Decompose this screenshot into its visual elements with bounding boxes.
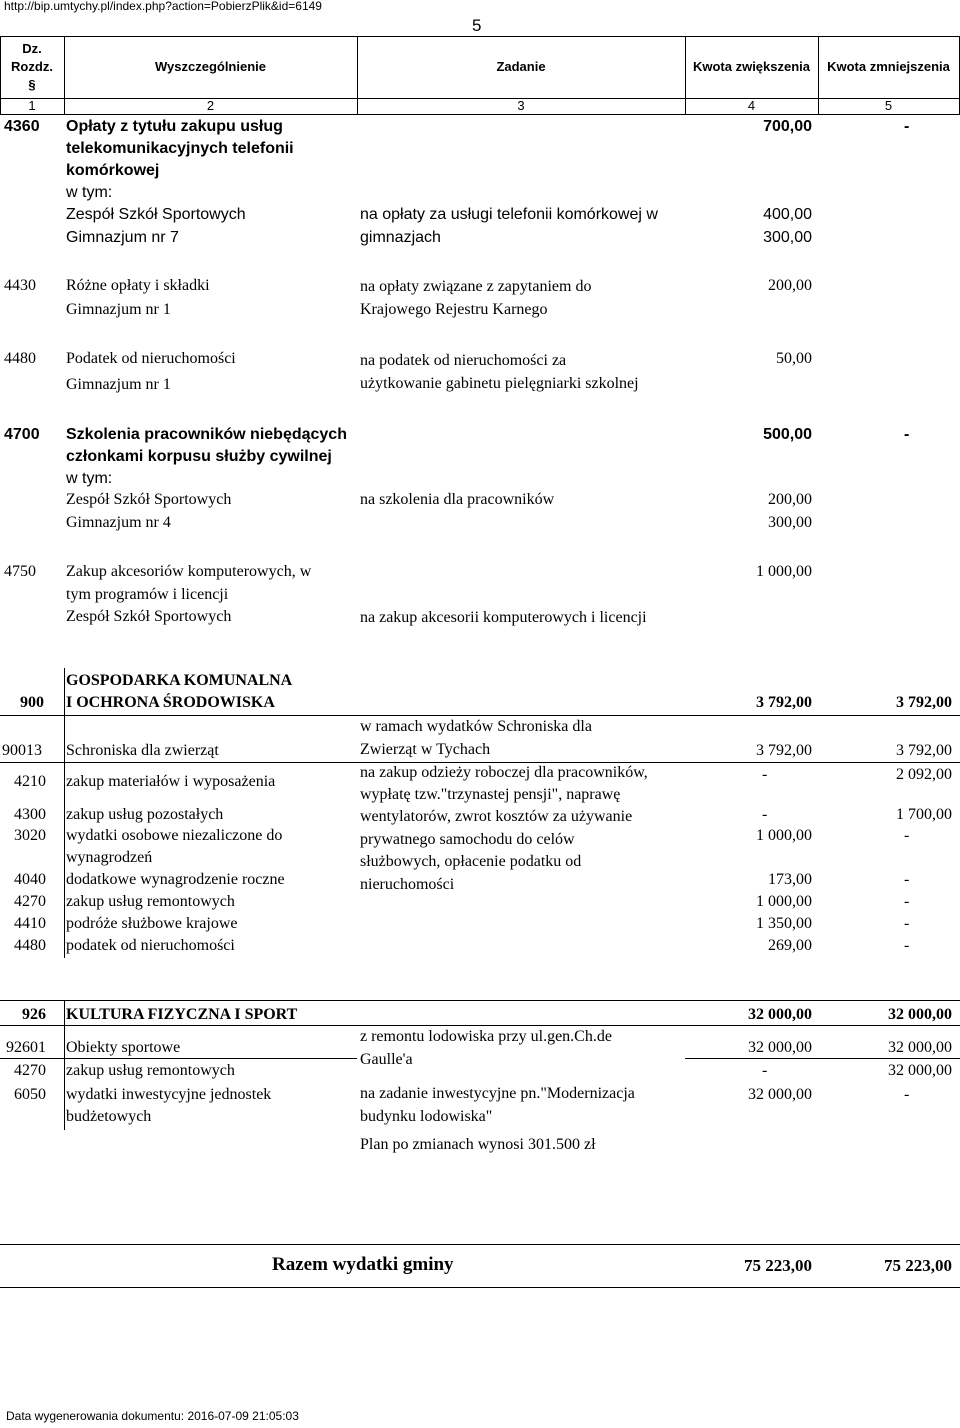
amount-inc: 3 792,00 (756, 742, 812, 759)
section-code: 4360 (4, 118, 40, 135)
amount-inc: 300,00 (768, 514, 812, 531)
rule (0, 1244, 960, 1245)
row-name: podróże służbowe krajowe (66, 915, 238, 932)
row-code: 90013 (2, 742, 42, 759)
section-title: komórkowej (66, 162, 160, 179)
amount-dec: - (904, 871, 910, 888)
amount-inc: 200,00 (768, 277, 812, 294)
row-code: 4040 (14, 871, 46, 888)
rule (0, 114, 960, 115)
amount-dec: - (904, 893, 910, 910)
amount-dec: 32 000,00 (888, 1039, 952, 1056)
task-text: na szkolenia dla pracowników (360, 491, 555, 508)
section-title: Podatek od nieruchomości (66, 350, 236, 367)
amount-inc: 1 000,00 (756, 563, 812, 580)
row-name: dodatkowe wynagrodzenie roczne (66, 871, 285, 888)
row-name: podatek od nieruchomości (66, 937, 235, 954)
section-title: Szkolenia pracowników niebędących (66, 426, 347, 443)
unit-name: Zespół Szkół Sportowych (66, 491, 232, 508)
amount-inc: 32 000,00 (748, 1039, 812, 1056)
amount-dec: 3 792,00 (896, 742, 952, 759)
section-code: 4700 (4, 426, 40, 443)
amount-inc: 500,00 (763, 426, 812, 443)
amount-inc: 1 000,00 (756, 893, 812, 910)
w-tym-label: w tym: (66, 184, 113, 201)
unit-name: Gimnazjum nr 1 (66, 301, 171, 318)
row-name: wydatki osobowe niezaliczone do (66, 827, 283, 844)
rule (0, 1287, 960, 1288)
task-text: w ramach wydatków Schroniska dla (360, 718, 592, 735)
task-text: Gaulle'a (360, 1051, 413, 1068)
section-code: 4480 (4, 350, 36, 367)
task-text: na zadanie inwestycyjne pn."Modernizacja (360, 1085, 635, 1102)
task-text: z remontu lodowiska przy ul.gen.Ch.de (360, 1028, 612, 1045)
section-title: GOSPODARKA KOMUNALNA (66, 672, 293, 689)
section-code: 4750 (4, 563, 36, 580)
task-text: nieruchomości (360, 876, 455, 893)
source-url: http://bip.umtychy.pl/index.php?action=PobierzPlik&id=6149 (4, 0, 322, 13)
row-name: zakup usług pozostałych (66, 806, 224, 823)
total-inc: 75 223,00 (744, 1256, 812, 1275)
amount-dec: - (904, 118, 910, 135)
amount-inc: 400,00 (763, 206, 812, 223)
generation-date: Data wygenerowania dokumentu: 2016-07-09 21:05:03 (6, 1409, 299, 1423)
task-text: Krajowego Rejestru Karnego (360, 301, 548, 318)
rule (0, 715, 960, 716)
section-title: Opłaty z tytułu zakupu usług (66, 118, 283, 135)
task-text: na podatek od nieruchomości za (360, 352, 567, 369)
col-number: 3 (517, 98, 525, 113)
unit-name: Zespół Szkół Sportowych (66, 608, 232, 625)
row-name: Obiekty sportowe (66, 1039, 181, 1056)
w-tym-label: w tym: (66, 470, 113, 487)
page-number: 5 (472, 16, 482, 35)
row-name: Schroniska dla zwierząt (66, 742, 219, 759)
unit-name: Gimnazjum nr 4 (66, 514, 171, 531)
row-code: 92601 (6, 1039, 46, 1056)
task-text: wentylatorów, zwrot kosztów za używanie (360, 808, 633, 825)
amount-inc: 200,00 (768, 491, 812, 508)
rule (0, 762, 960, 763)
rule (64, 1000, 65, 1130)
task-text: prywatnego samochodu do celów (360, 831, 575, 848)
section-title: tym programów i licencji (66, 586, 229, 603)
row-code: 6050 (14, 1086, 46, 1103)
amount-dec: 1 700,00 (896, 806, 952, 823)
amount-dec: 32 000,00 (888, 1062, 952, 1079)
amount-inc: 32 000,00 (748, 1086, 812, 1103)
row-name: zakup materiałów i wyposażenia (66, 773, 276, 790)
col-header-dz: Dz. (22, 41, 42, 56)
col-header-par: § (28, 77, 36, 92)
amount-dec: 2 092,00 (896, 766, 952, 783)
total-label: Razem wydatki gminy (272, 1254, 454, 1275)
task-text: wypłatę tzw."trzynastej pensji", naprawę (360, 786, 621, 803)
amount-inc: 700,00 (763, 118, 812, 135)
row-code: 4300 (14, 806, 46, 823)
col-header-inc: Kwota zwiększenia (692, 59, 811, 74)
section-title: Różne opłaty i składki (66, 277, 210, 294)
task-text: Zwierząt w Tychach (360, 741, 491, 758)
task-text: na zakup odzieży roboczej dla pracowników, (360, 764, 648, 781)
rule (685, 1058, 960, 1059)
amount-inc: 50,00 (776, 350, 812, 367)
amount-dec: - (904, 827, 910, 844)
row-name: zakup usług remontowych (66, 1062, 235, 1079)
section-title: członkami korpusu służby cywilnej (66, 448, 332, 465)
amount-dec: - (904, 426, 910, 443)
col-header-spec: Wyszczególnienie (154, 59, 266, 74)
task-text: gimnazjach (360, 229, 441, 246)
row-code: 4410 (14, 915, 46, 932)
col-number: 1 (28, 98, 36, 113)
rule (64, 668, 65, 958)
amount-dec: - (904, 915, 910, 932)
amount-inc: - (762, 1062, 768, 1079)
unit-name: Gimnazjum nr 7 (66, 229, 179, 246)
row-name: budżetowych (66, 1108, 152, 1125)
amount-dec: - (904, 1086, 910, 1103)
amount-inc: 32 000,00 (748, 1006, 812, 1023)
row-code: 3020 (14, 827, 46, 844)
rule (0, 36, 960, 37)
section-title: KULTURA FIZYCZNA I SPORT (66, 1006, 298, 1023)
amount-inc: 300,00 (763, 229, 812, 246)
task-text: służbowych, opłacenie podatku od (360, 853, 582, 870)
task-text: na opłaty związane z zapytaniem do (360, 278, 592, 295)
row-name: wynagrodzeń (66, 849, 153, 866)
rule (0, 1025, 960, 1026)
task-text: na zakup akcesorii komputerowych i licencji (360, 609, 647, 626)
task-text: użytkowanie gabinetu pielęgniarki szkolnej (360, 375, 639, 392)
row-code: 4210 (14, 773, 46, 790)
amount-inc: - (762, 806, 768, 823)
amount-inc: 173,00 (768, 871, 812, 888)
unit-name: Zespół Szkół Sportowych (66, 206, 246, 223)
section-code: 4430 (4, 277, 36, 294)
col-number: 4 (747, 98, 756, 113)
amount-dec: - (904, 937, 910, 954)
amount-dec: 3 792,00 (896, 694, 952, 711)
amount-dec: 32 000,00 (888, 1006, 952, 1023)
amount-inc: 3 792,00 (756, 694, 812, 711)
section-code: 900 (20, 694, 44, 711)
row-code: 4270 (14, 1062, 46, 1079)
col-header-dec: Kwota zmniejszenia (827, 59, 950, 74)
section-title: I OCHRONA ŚRODOWISKA (66, 694, 275, 711)
rule (0, 1058, 357, 1059)
row-code: 4270 (14, 893, 46, 910)
row-name: zakup usług remontowych (66, 893, 235, 910)
col-number: 2 (206, 98, 215, 113)
task-text: budynku lodowiska" (360, 1108, 493, 1125)
col-number: 5 (884, 98, 893, 113)
amount-inc: 1 000,00 (756, 827, 812, 844)
row-name: wydatki inwestycyjne jednostek (66, 1086, 272, 1103)
rule (0, 1000, 960, 1001)
plan-note: Plan po zmianach wynosi 301.500 zł (360, 1136, 596, 1153)
amount-inc: 1 350,00 (756, 915, 812, 932)
col-header-rozdz: Rozdz. (11, 59, 53, 74)
unit-name: Gimnazjum nr 1 (66, 376, 171, 393)
task-text: na opłaty za usługi telefonii komórkowej w (360, 206, 658, 223)
row-code: 4480 (14, 937, 46, 954)
total-dec: 75 223,00 (884, 1256, 952, 1275)
amount-inc: 269,00 (768, 937, 812, 954)
amount-inc: - (762, 766, 768, 783)
col-header-task: Zadanie (496, 59, 546, 74)
section-title: telekomunikacyjnych telefonii (66, 140, 294, 157)
section-title: Zakup akcesoriów komputerowych, w (66, 563, 312, 580)
section-code: 926 (22, 1006, 46, 1023)
